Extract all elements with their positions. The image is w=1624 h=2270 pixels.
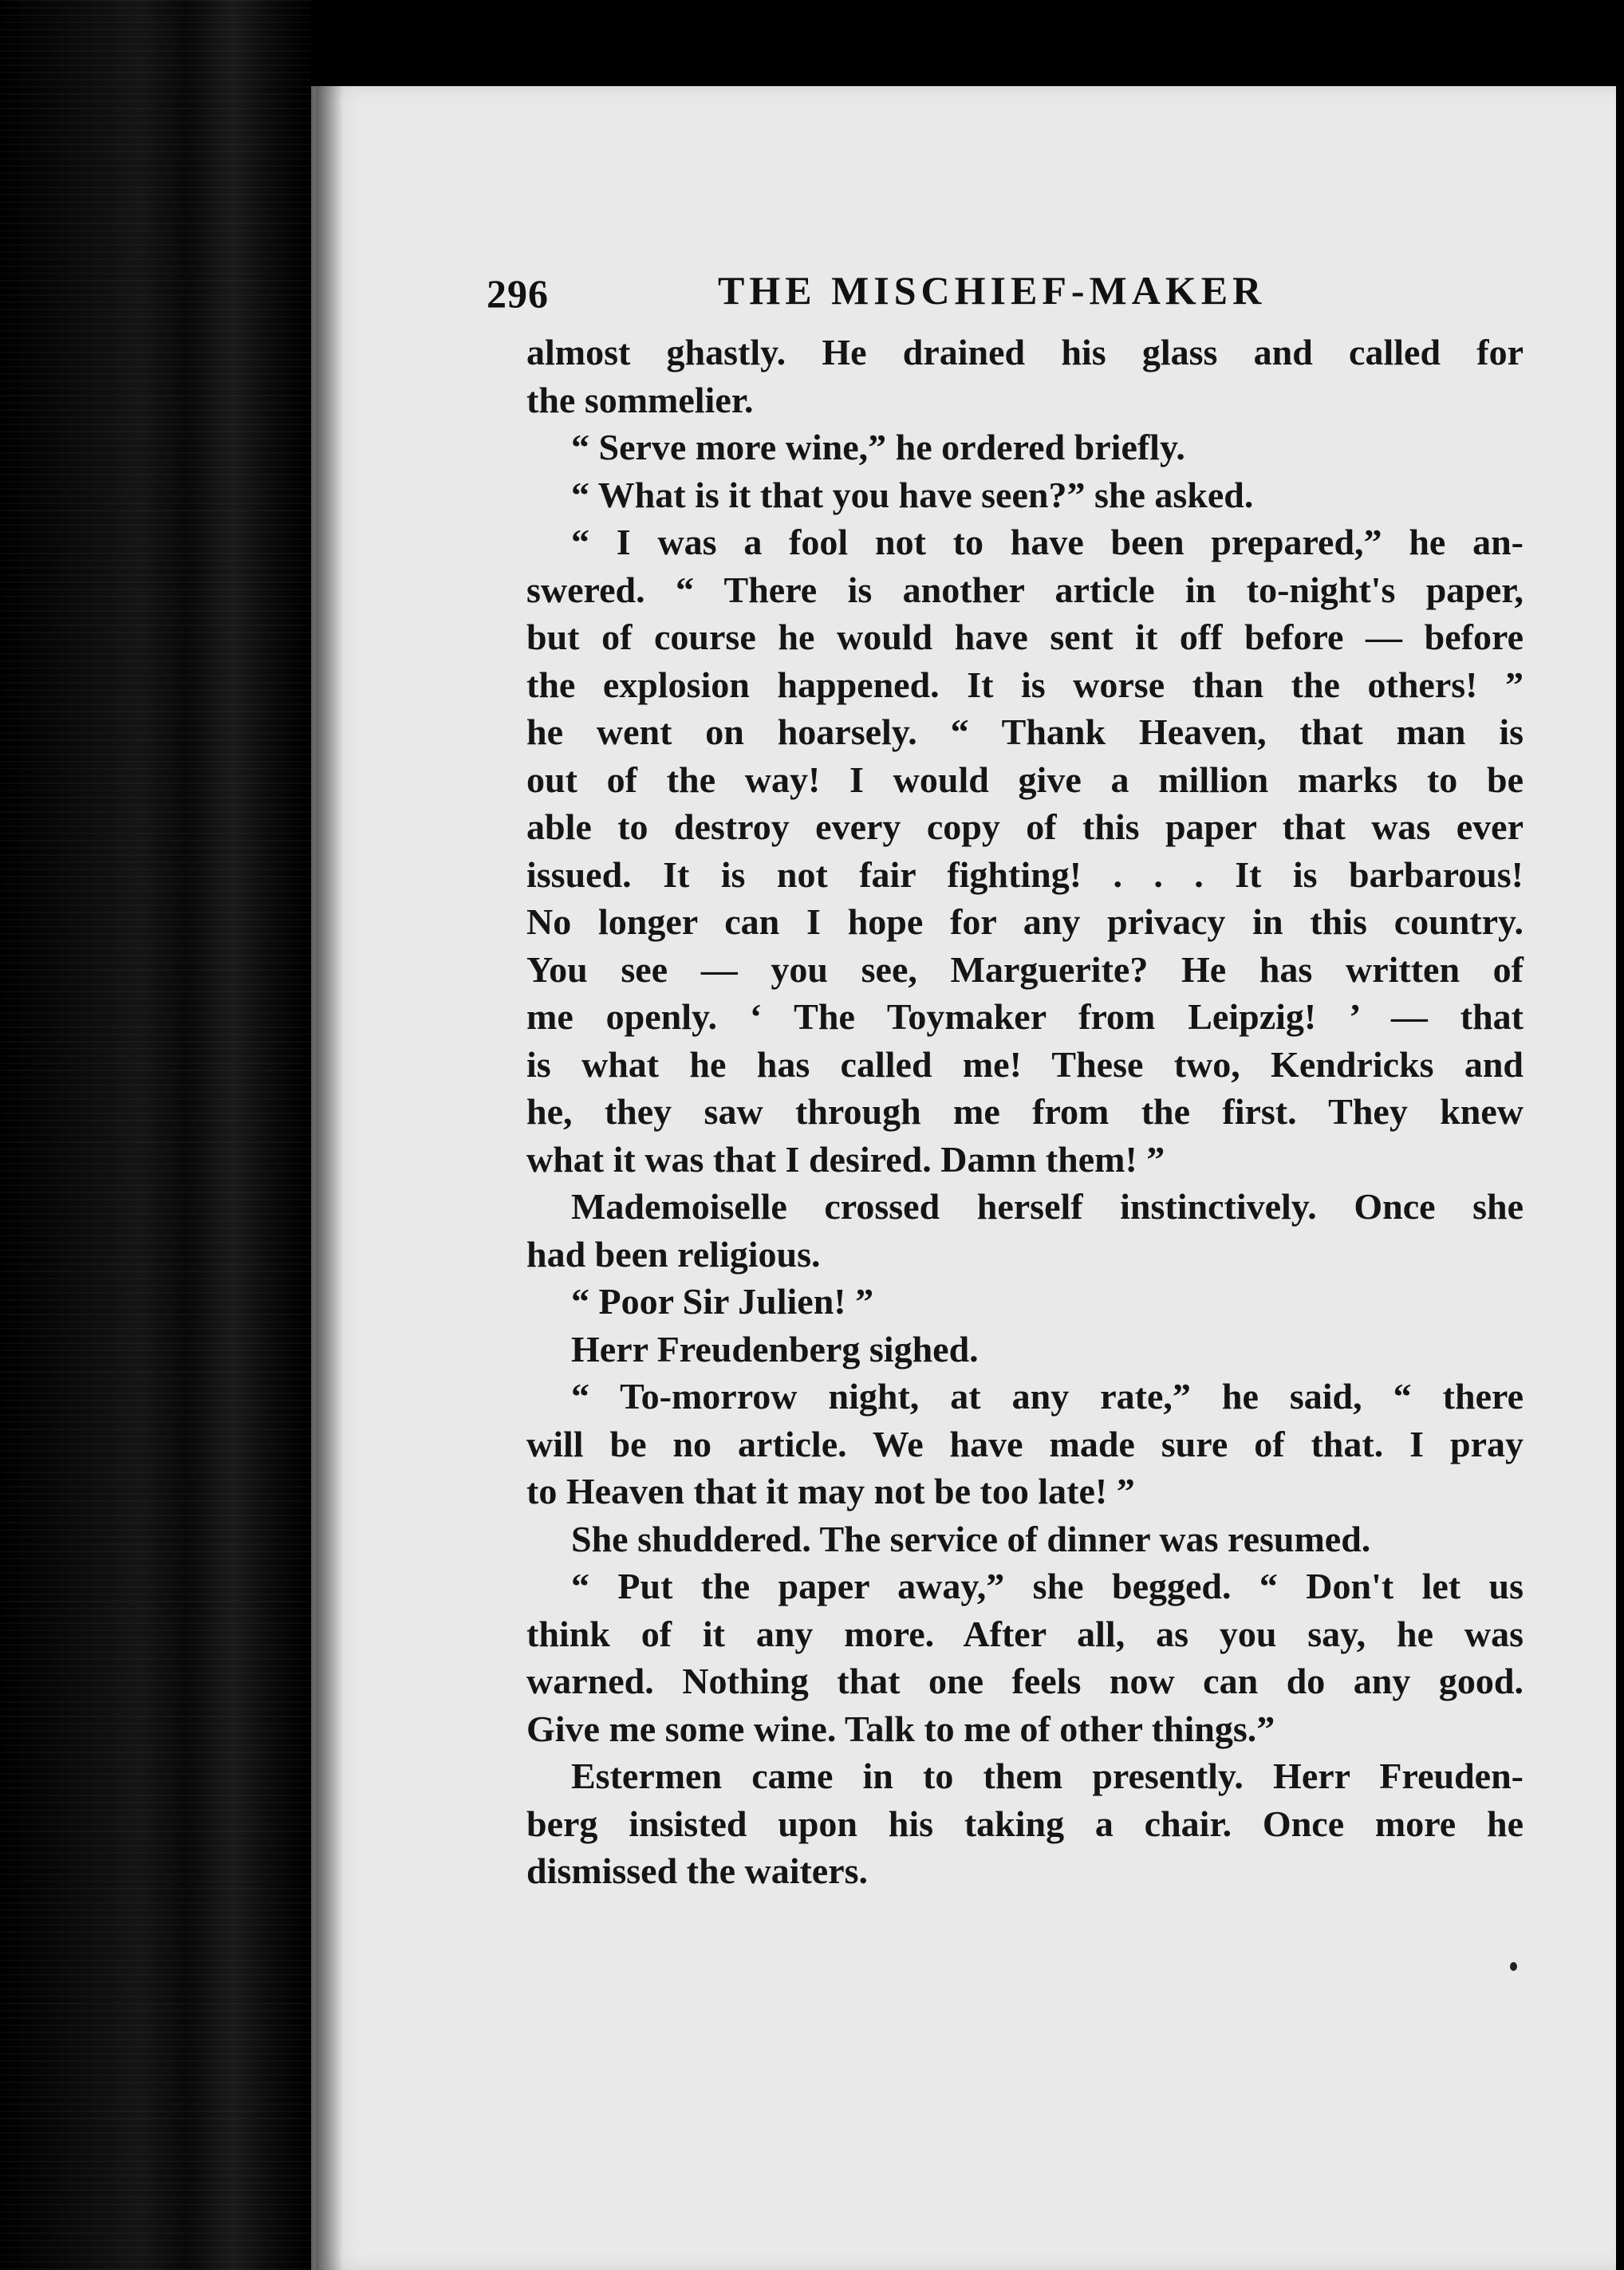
page-header	[487, 267, 1523, 323]
text-line: almost ghastly. He drained his glass and called for	[526, 332, 1523, 372]
text-line: swered. “ There is another article in to-night's paper,	[526, 569, 1523, 610]
page-number: 296	[487, 271, 549, 316]
text-line: berg insisted upon his taking a chair. Once more he	[526, 1803, 1523, 1844]
text-line: the explosion happened. It is worse than the others! ”	[526, 664, 1523, 705]
text-line: “ Poor Sir Julien! ”	[571, 1281, 874, 1322]
ink-speck	[1510, 1962, 1517, 1971]
text-line: dismissed the waiters.	[526, 1850, 869, 1891]
text-line: able to destroy every copy of this paper that was ever	[526, 806, 1523, 847]
text-line: me openly. ‘ The Toymaker from Leipzig! ’ — that	[526, 996, 1523, 1037]
text-line: “ Serve more wine,” he ordered briefly.	[571, 427, 1185, 467]
text-line: “ Put the paper away,” she begged. “ Don't let us	[571, 1566, 1523, 1606]
text-line: Estermen came in to them presently. Herr Freuden-	[571, 1756, 1523, 1796]
running-head-title: THE MISCHIEF-MAKER	[718, 268, 1267, 313]
text-line: Give me some wine. Talk to me of other things.”	[526, 1708, 1275, 1749]
text-line: is what he has called me! These two, Kendricks and	[526, 1043, 1523, 1085]
body-text	[526, 329, 1523, 1895]
text-line: what it was that I desired. Damn them! ”	[526, 1138, 1165, 1180]
text-line: to Heaven that it may not be too late! ”	[526, 1471, 1135, 1511]
text-line: he went on hoarsely. “ Thank Heaven, that man is	[526, 711, 1523, 752]
text-line: Herr Freudenberg sighed.	[571, 1328, 979, 1369]
gutter-shadow	[311, 86, 343, 2270]
text-line: You see — you see, Marguerite? He has written of	[526, 948, 1523, 990]
text-line: “ What is it that you have seen?” she asked.	[571, 474, 1254, 515]
text-line: No longer can I hope for any privacy in this country.	[526, 901, 1523, 942]
text-line: the sommelier.	[526, 379, 754, 420]
text-line: issued. It is not fair fighting! . . . It is barbarous!	[526, 853, 1523, 895]
text-line: Mademoiselle crossed herself instinctively. Once she	[571, 1186, 1523, 1227]
text-line: think of it any more. After all, as you say, he was	[526, 1613, 1523, 1654]
text-line: out of the way! I would give a million marks to be	[526, 759, 1523, 800]
text-line: will be no article. We have made sure of that. I pray	[526, 1423, 1523, 1464]
text-line: warned. Nothing that one feels now can do any good.	[526, 1661, 1523, 1701]
text-line: he, they saw through me from the first. They knew	[526, 1091, 1523, 1132]
book-binding-edge	[0, 0, 311, 2270]
text-line: She shuddered. The service of dinner was resumed.	[571, 1518, 1371, 1559]
text-line: but of course he would have sent it off before — before	[526, 617, 1523, 657]
text-line: “ I was a fool not to have been prepared,” he an-	[571, 522, 1523, 562]
text-line: “ To-morrow night, at any rate,” he said, “ there	[571, 1376, 1523, 1417]
text-line: had been religious.	[526, 1233, 821, 1275]
